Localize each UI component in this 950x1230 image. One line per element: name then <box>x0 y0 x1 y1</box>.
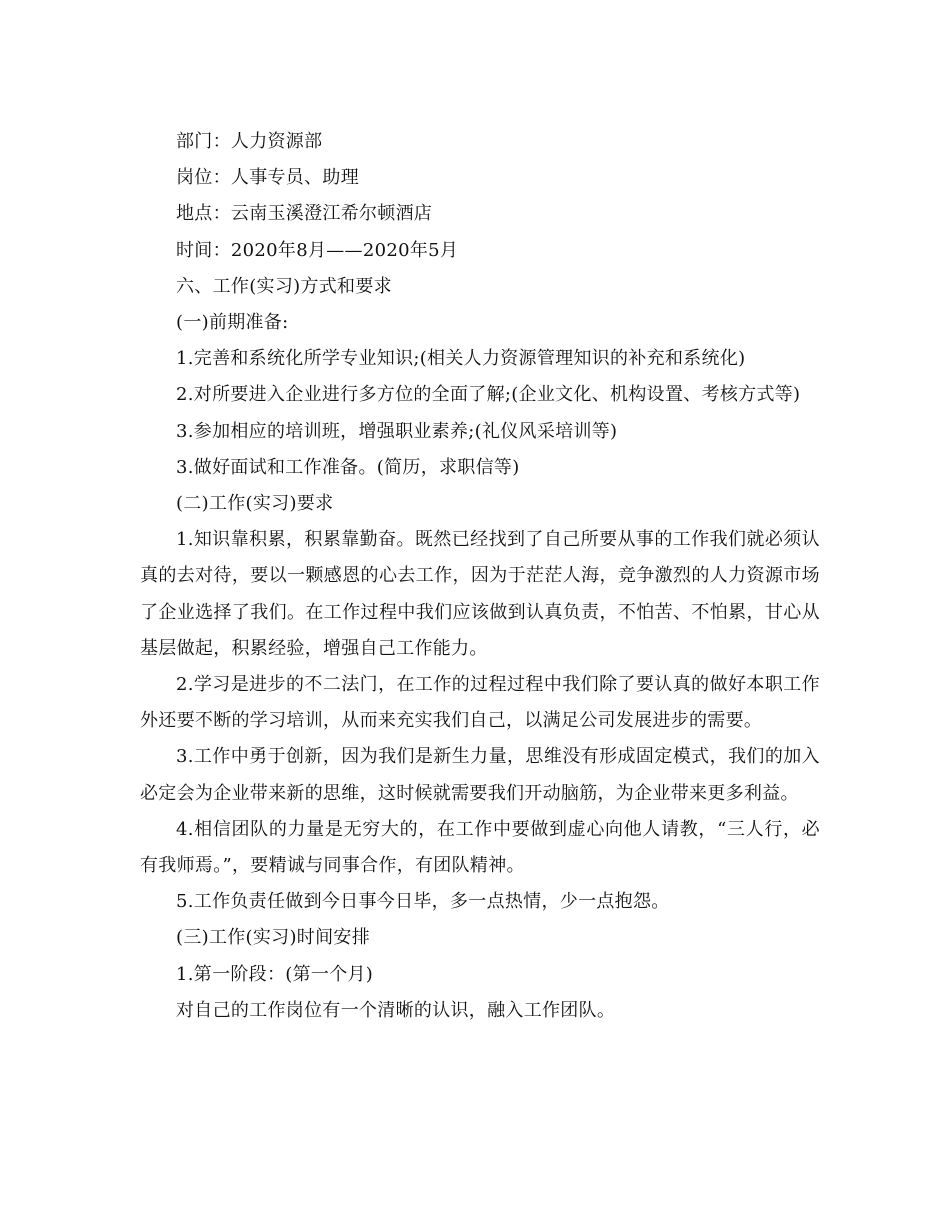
section-heading-method: 六、工作(实习)方式和要求 <box>176 275 392 297</box>
list-item: 3.工作中勇于创新，因为我们是新生力量，思维没有形成固定模式，我们的加入必定会为企业带来新的思维，这时候就需要我们开动脑筋，为企业带来更多利益。 <box>140 746 820 804</box>
paragraph-position: 岗位：人事专员、助理 <box>176 167 359 189</box>
document-body <box>140 124 820 1029</box>
list-item: 2.对所要进入企业进行多方位的全面了解;(企业文化、机构设置、考核方式等) <box>176 384 801 406</box>
list-item: 4.相信团队的力量是无穷大的，在工作中要做到虚心向他人请教，“三人行，必有我师焉。”，要精诚与同事合作，有团队精神。 <box>140 818 820 877</box>
subsection-heading-schedule: (三)工作(实习)时间安排 <box>176 927 370 949</box>
paragraph-time: 时间：2020年8月——2020年5月 <box>176 239 459 261</box>
list-item: 5.工作负责任做到今日事今日毕，多一点热情，少一点抱怨。 <box>176 891 670 913</box>
list-item: 3.做好面试和工作准备。(简历，求职信等) <box>176 456 520 478</box>
paragraph-text: 对自己的工作岗位有一个清晰的认识，融入工作团队。 <box>176 999 616 1021</box>
list-item: 3.参加相应的培训班，增强职业素养;(礼仪风采培训等) <box>176 420 618 442</box>
paragraph-location: 地点：云南玉溪澄江希尔顿酒店 <box>176 203 433 225</box>
subsection-heading-requirements: (二)工作(实习)要求 <box>176 493 334 515</box>
paragraph-department: 部门：人力资源部 <box>176 131 323 152</box>
subsection-heading-preparation: (一)前期准备: <box>176 312 289 334</box>
list-item: 1.完善和系统化所学专业知识;(相关人力资源管理知识的补充和系统化) <box>176 348 746 370</box>
list-item: 1.知识靠积累，积累靠勤奋。既然已经找到了自己所要从事的工作我们就必须认真的去对待，要以一颗感恩的心去工作，因为于茫茫人海，竞争激烈的人力资源市场了企业选择了我们。在工作过程中我们应该做到认真负责，不怕苦、不怕累，甘心从基层做起，积累经验，增强自己工作能力。 <box>140 529 820 659</box>
list-item: 2.学习是进步的不二法门，在工作的过程过程中我们除了要认真的做好本职工作外还要不断的学习培训，从而来充实我们自己，以满足公司发展进步的需要。 <box>140 674 820 732</box>
list-item: 1.第一阶段：(第一个月) <box>176 963 374 985</box>
